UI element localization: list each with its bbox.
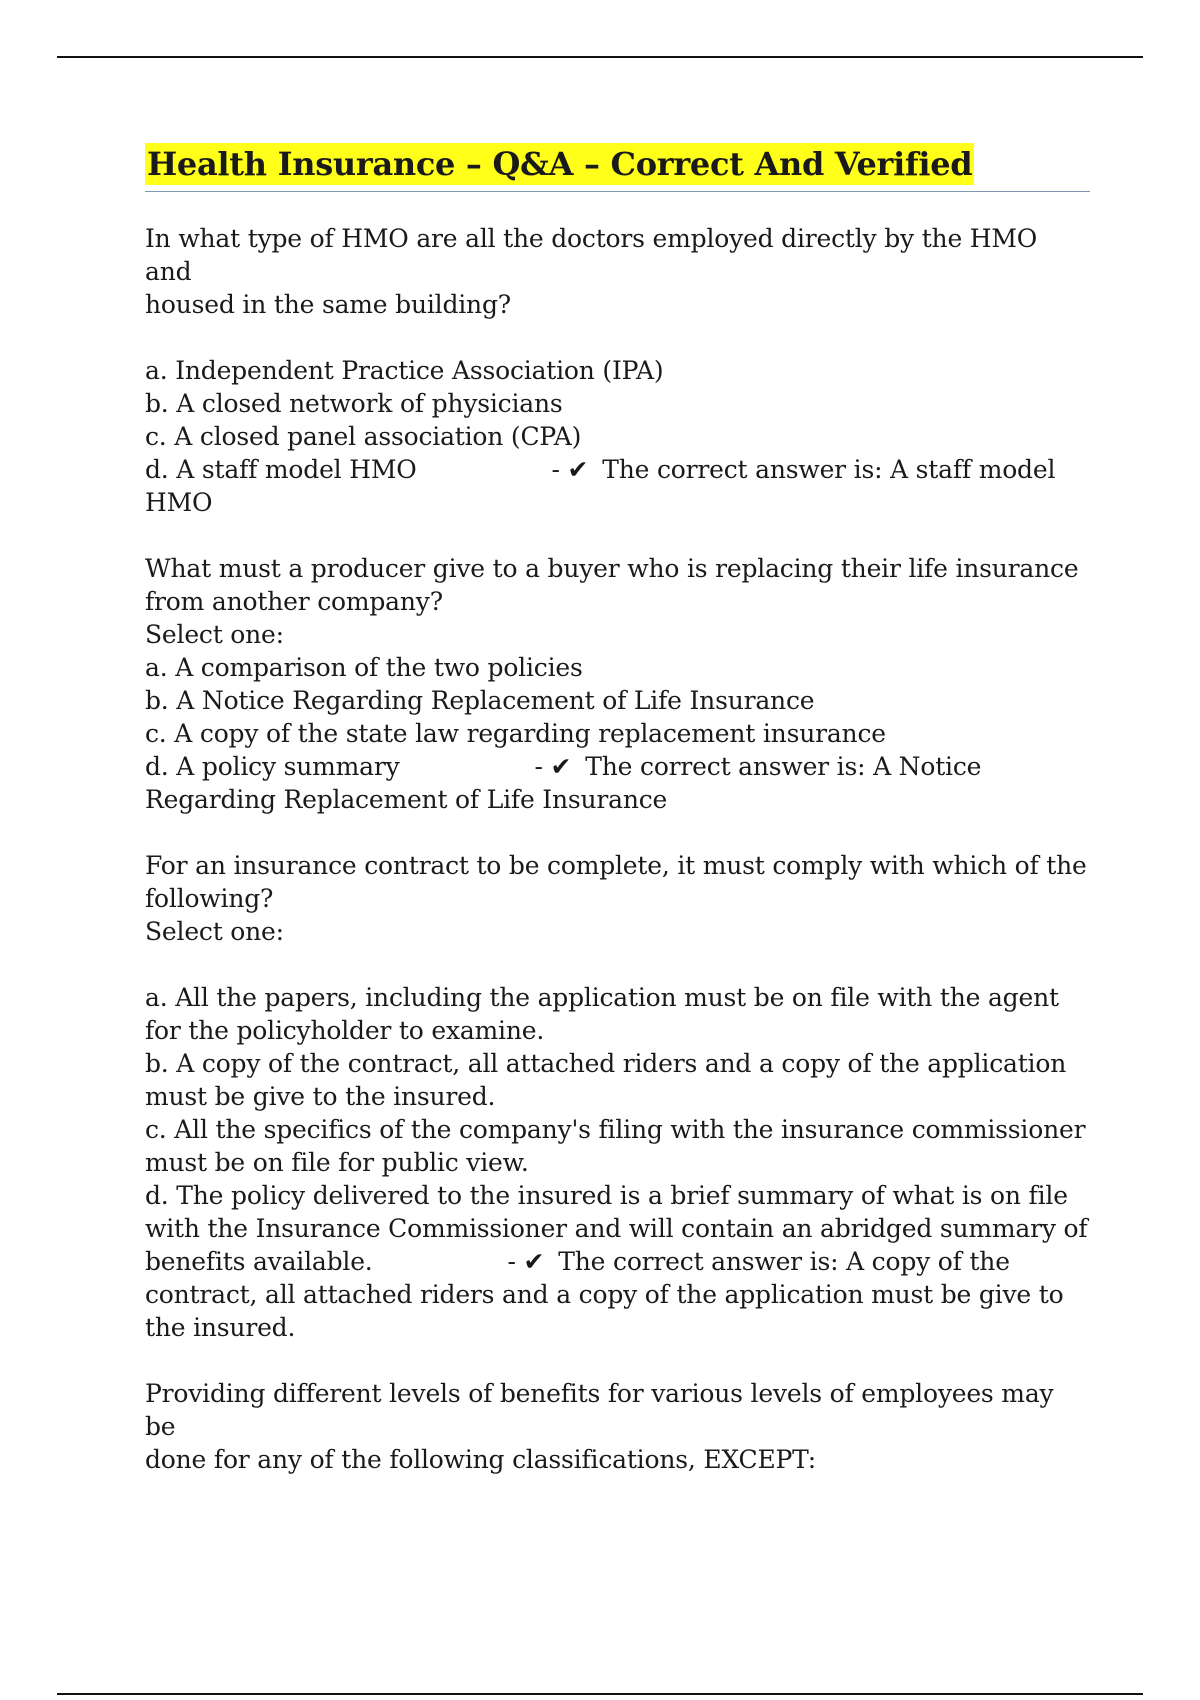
spacer — [145, 1344, 1090, 1377]
q1-answer-line-1: The correct answer is: A staff model — [602, 455, 1056, 484]
q2-answer-line-2: Regarding Replacement of Life Insurance — [145, 785, 668, 814]
q3-option-c-line-1: c. All the specifics of the company's filing with the insurance commissioner — [145, 1115, 1086, 1144]
q3-option-d-line-3: benefits available. — [145, 1247, 373, 1276]
q3-select-one: Select one: — [145, 917, 284, 946]
q3-option-b-line-1: b. A copy of the contract, all attached riders and a copy of the application — [145, 1049, 1067, 1078]
q2-option-a: a. A comparison of the two policies — [145, 653, 583, 682]
spacer — [145, 948, 1090, 981]
q1-answer-line-2: HMO — [145, 488, 213, 517]
question-3 — [145, 849, 1090, 1344]
q1-question-line-1: In what type of HMO are all the doctors employed directly by the HMO and — [145, 224, 1045, 286]
q2-answer-marker: - ✔ — [534, 752, 572, 781]
q1-option-b: b. A closed network of physicians — [145, 389, 563, 418]
q1-answer-marker: - ✔ — [551, 455, 589, 484]
q3-option-c-line-2: must be on file for public view. — [145, 1148, 529, 1177]
question-2 — [145, 552, 1090, 816]
q3-question-line-1: For an insurance contract to be complete, it must comply with which of the — [145, 851, 1087, 880]
spacer — [145, 816, 1090, 849]
q3-option-d-line-1: d. The policy delivered to the insured is a brief summary of what is on file — [145, 1181, 1068, 1210]
q3-option-b-line-2: must be give to the insured. — [145, 1082, 496, 1111]
spacer — [145, 321, 1090, 354]
q1-option-d: d. A staff model HMO — [145, 455, 417, 484]
header-rule — [57, 56, 1143, 58]
q2-answer-line-1: The correct answer is: A Notice — [585, 752, 982, 781]
spacer — [145, 519, 1090, 552]
document-body — [145, 143, 1090, 1476]
q4-question-line-1: Providing different levels of benefits for various levels of employees may be — [145, 1379, 1062, 1441]
title-block — [145, 143, 1090, 192]
footer-rule — [57, 1693, 1143, 1695]
q2-option-d-row — [145, 750, 1090, 783]
q1-option-d-row — [145, 453, 1090, 486]
question-1 — [145, 222, 1090, 519]
q2-option-d: d. A policy summary — [145, 752, 400, 781]
q3-question-line-2: following? — [145, 884, 274, 913]
q2-select-one: Select one: — [145, 620, 284, 649]
q3-option-a-line-2: for the policyholder to examine. — [145, 1016, 545, 1045]
q3-answer-line-1: The correct answer is: A copy of the — [558, 1247, 1010, 1276]
question-4 — [145, 1377, 1090, 1476]
q2-question-line-1: What must a producer give to a buyer who is replacing their life insurance — [145, 554, 1079, 583]
q1-option-c: c. A closed panel association (CPA) — [145, 422, 582, 451]
q1-option-a: a. Independent Practice Association (IPA) — [145, 356, 664, 385]
q1-question-line-2: housed in the same building? — [145, 290, 511, 319]
q2-question-line-2: from another company? — [145, 587, 443, 616]
q3-option-d-row — [145, 1245, 1090, 1278]
document-title: Health Insurance – Q&A – Correct And Verified — [147, 145, 973, 183]
q3-answer-line-2: contract, all attached riders and a copy of the application must be give to — [145, 1280, 1064, 1309]
q3-option-d-line-2: with the Insurance Commissioner and will contain an abridged summary of — [145, 1214, 1088, 1243]
q3-option-a-line-1: a. All the papers, including the application must be on file with the agent — [145, 983, 1059, 1012]
q3-answer-line-3: the insured. — [145, 1313, 296, 1342]
q2-option-c: c. A copy of the state law regarding replacement insurance — [145, 719, 886, 748]
q2-option-b: b. A Notice Regarding Replacement of Life Insurance — [145, 686, 815, 715]
q4-question-line-2: done for any of the following classifications, EXCEPT: — [145, 1445, 816, 1474]
q3-answer-marker: - ✔ — [507, 1247, 545, 1276]
